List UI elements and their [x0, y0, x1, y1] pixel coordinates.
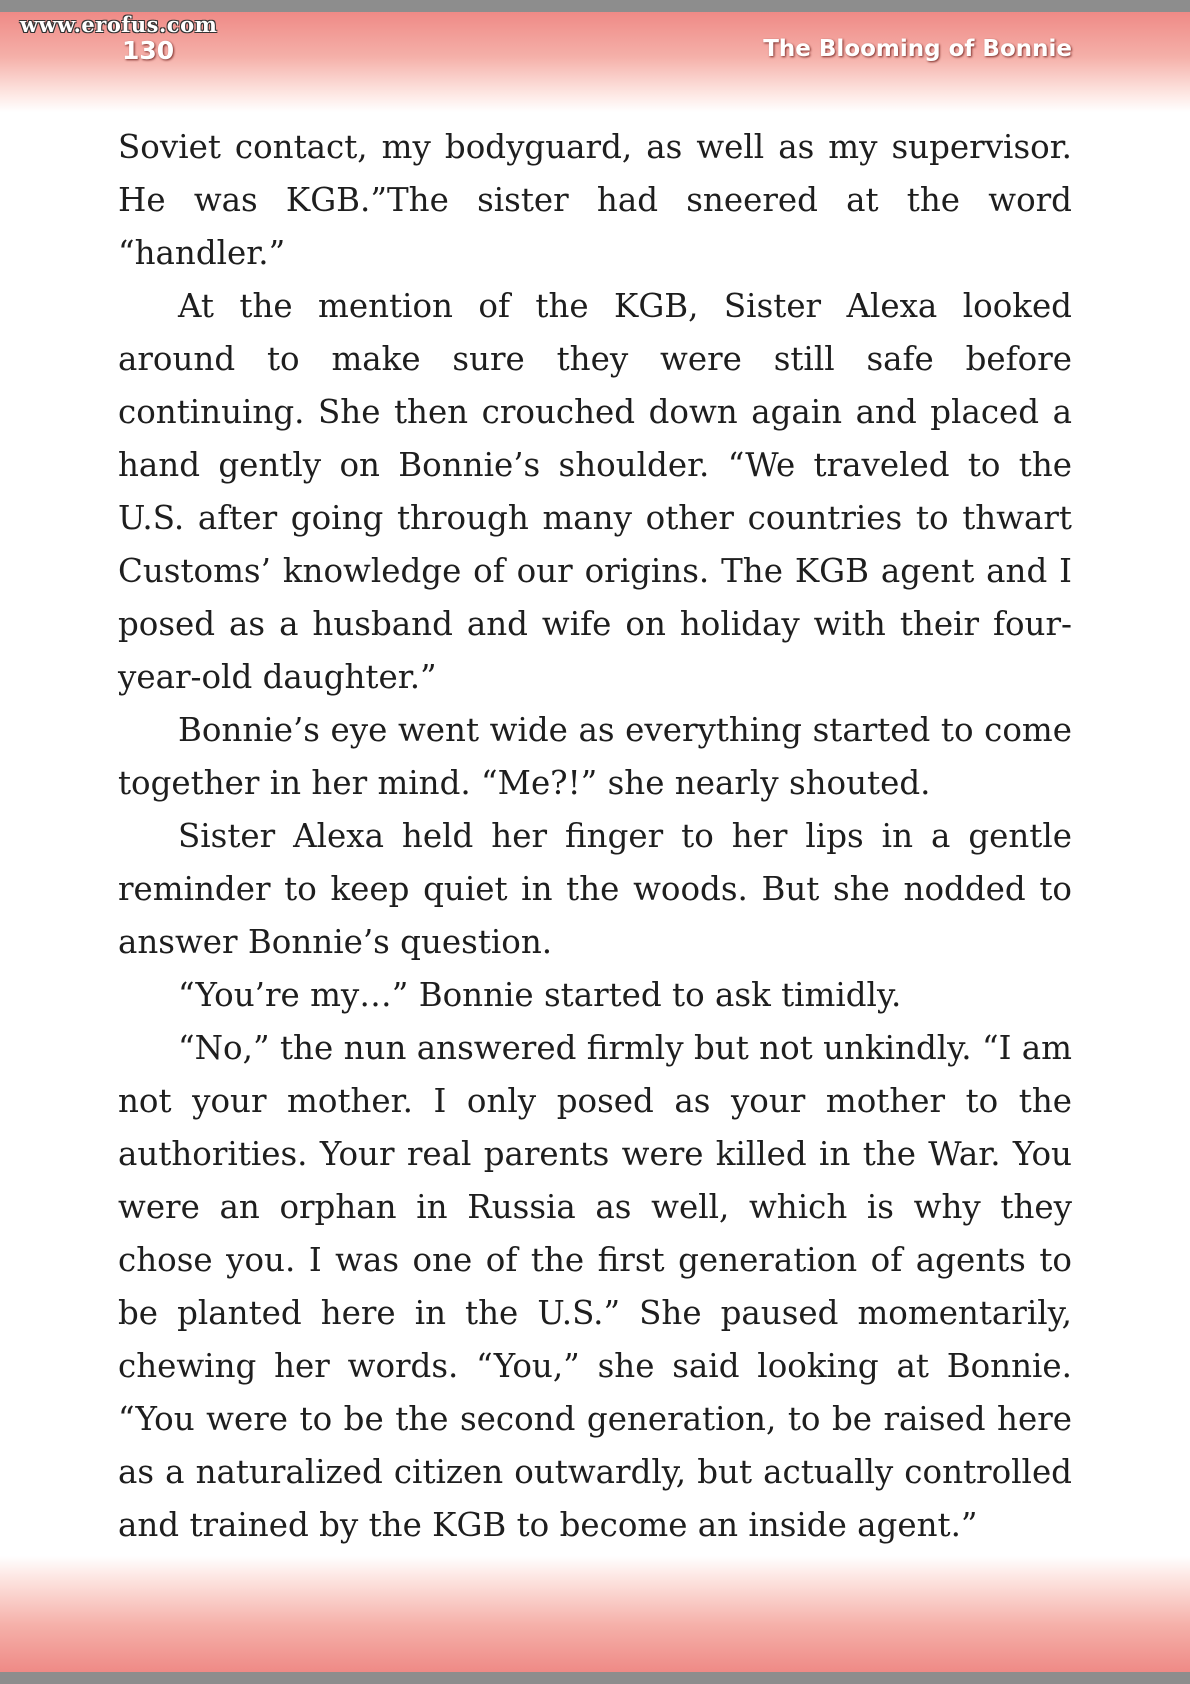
watermark: www.erofus.com	[20, 12, 218, 37]
page-number: 130	[122, 36, 175, 65]
paragraph-5: “You’re my…” Bonnie started to ask timidly.	[178, 976, 902, 1014]
paragraph-2: At the mention of the KGB, Sister Alexa looked around to make sure they were still safe before continuing. She then crouched down again and placed a hand gently on Bonnie’s shoulder. “We traveled to the U.S. after going through many other countries to thwart Customs’ knowledge of our origins. The KGB agent and I posed as a husband and wife on holiday with their four-year-old daughter.”	[118, 287, 1072, 696]
paragraph-1: Soviet contact, my bodyguard, as well as my supervisor. He was KGB.”The sister had sneered at the word “handler.”	[118, 128, 1072, 272]
top-edge-strip	[0, 0, 1190, 12]
paragraph-6: “No,” the nun answered firmly but not unkindly. “I am not your mother. I only posed as your mother to the authorities. Your real parents were killed in the War. You were an orphan in Russia as well, which is why they chose you. I was one of the first generation of agents to be planted here in the U.S.” She paused momentarily, chewing her words. “You,” she said looking at Bonnie. “You were to be the second generation, to be raised here as a naturalized citizen outwardly, but actually controlled and trained by the KGB to become an inside agent.”	[118, 1029, 1072, 1544]
page-body	[118, 121, 1072, 1605]
running-title: The Blooming of Bonnie	[763, 36, 1072, 62]
bottom-edge-strip	[0, 1672, 1190, 1684]
paragraph-4: Sister Alexa held her finger to her lips in a gentle reminder to keep quiet in the woods. But she nodded to answer Bonnie’s question.	[118, 817, 1072, 961]
paragraph-3: Bonnie’s eye went wide as everything started to come together in her mind. “Me?!” she nearly shouted.	[118, 711, 1072, 802]
footer-band	[0, 1556, 1190, 1672]
